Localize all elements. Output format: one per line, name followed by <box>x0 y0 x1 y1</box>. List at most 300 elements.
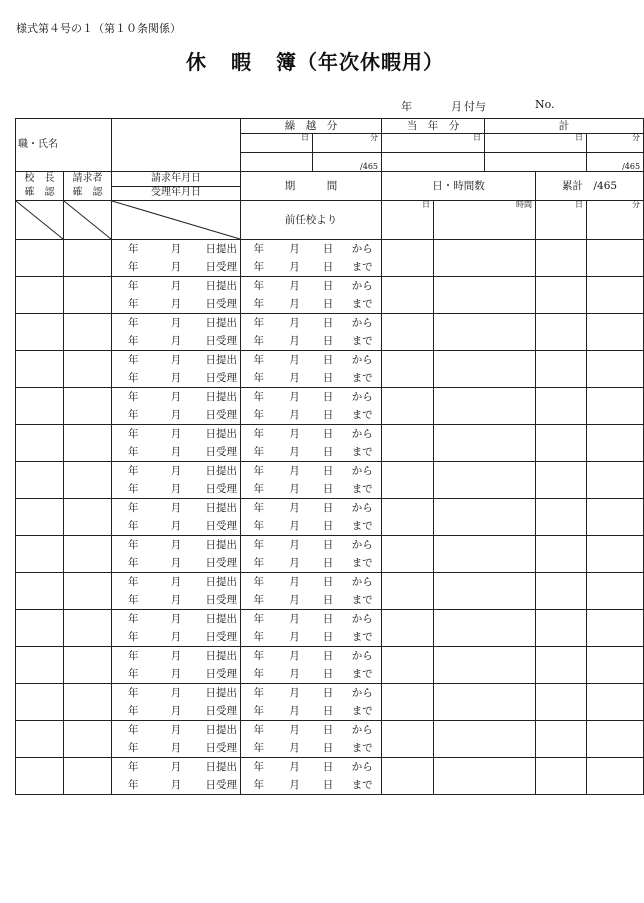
from-label: から <box>344 388 382 407</box>
from-year: 年 <box>241 462 277 481</box>
submitted-label: 日提出 <box>198 721 241 740</box>
date-slash-cell <box>112 201 241 240</box>
until-label: まで <box>344 554 382 573</box>
days-hours-label: 日・時間数 <box>382 172 536 201</box>
receipt-month: 月 <box>155 591 198 610</box>
cumulative-minutes-cell[interactable] <box>587 573 644 610</box>
cumulative-minutes-cell[interactable] <box>587 314 644 351</box>
days-cell[interactable] <box>382 425 434 462</box>
entry-row <box>16 647 644 666</box>
submitted-label: 日提出 <box>198 277 241 296</box>
receipt-month: 月 <box>155 517 198 536</box>
until-month: 月 <box>277 591 313 610</box>
diagonal-line <box>112 201 240 239</box>
until-month: 月 <box>277 665 313 684</box>
principal-confirm-cell[interactable] <box>16 314 64 351</box>
days-cell[interactable] <box>382 277 434 314</box>
days-cell[interactable] <box>382 573 434 610</box>
receipt-month: 月 <box>155 332 198 351</box>
until-year: 年 <box>241 665 277 684</box>
title-char: 暇 <box>231 50 252 74</box>
principal-confirm-cell[interactable] <box>16 758 64 795</box>
hours-cell[interactable] <box>434 240 536 277</box>
until-month: 月 <box>277 332 313 351</box>
cumulative-minutes-cell[interactable] <box>587 536 644 573</box>
entry-row <box>16 758 644 777</box>
submit-month: 月 <box>155 462 198 481</box>
until-month: 月 <box>277 554 313 573</box>
submit-month: 月 <box>155 314 198 333</box>
cumulative-minutes-cell[interactable] <box>587 240 644 277</box>
requester-confirm-cell[interactable] <box>64 684 112 721</box>
received-label: 日受理 <box>198 332 241 351</box>
submit-year: 年 <box>112 240 155 259</box>
hours-cell[interactable] <box>434 647 536 684</box>
from-day: 日 <box>313 684 344 703</box>
hours-cell[interactable] <box>434 351 536 388</box>
receipt-year: 年 <box>112 406 155 425</box>
from-day: 日 <box>313 758 344 777</box>
days-cell[interactable] <box>382 388 434 425</box>
cumulative-minutes-cell[interactable] <box>587 277 644 314</box>
receipt-month: 月 <box>155 665 198 684</box>
from-year: 年 <box>241 425 277 444</box>
received-label: 日受理 <box>198 776 241 795</box>
until-day: 日 <box>313 776 344 795</box>
name-label: 職・氏名 <box>16 119 112 172</box>
from-label: から <box>344 684 382 703</box>
submit-month: 月 <box>155 684 198 703</box>
from-year: 年 <box>241 647 277 666</box>
from-day: 日 <box>313 462 344 481</box>
cumulative-minutes-cell[interactable] <box>587 388 644 425</box>
from-day: 日 <box>313 573 344 592</box>
until-year: 年 <box>241 406 277 425</box>
hours-cell[interactable] <box>434 462 536 499</box>
submitted-label: 日提出 <box>198 425 241 444</box>
from-day: 日 <box>313 314 344 333</box>
received-label: 日受理 <box>198 517 241 536</box>
submit-year: 年 <box>112 499 155 518</box>
from-month: 月 <box>277 573 313 592</box>
days-cell[interactable] <box>382 351 434 388</box>
until-day: 日 <box>313 554 344 573</box>
receipt-month: 月 <box>155 369 198 388</box>
cumulative-days-cell[interactable] <box>536 277 587 314</box>
receipt-month: 月 <box>155 702 198 721</box>
cumulative-minutes-cell[interactable] <box>587 684 644 721</box>
receipt-month: 月 <box>155 776 198 795</box>
cumulative-minutes-cell[interactable] <box>587 351 644 388</box>
cumulative-minutes-cell[interactable] <box>587 610 644 647</box>
from-label: から <box>344 351 382 370</box>
receipt-month: 月 <box>155 443 198 462</box>
cumulative-days-cell[interactable] <box>536 462 587 499</box>
hours-cell[interactable] <box>434 314 536 351</box>
from-day: 日 <box>313 240 344 259</box>
receipt-month: 月 <box>155 258 198 277</box>
until-label: まで <box>344 665 382 684</box>
submit-year: 年 <box>112 610 155 629</box>
from-day: 日 <box>313 425 344 444</box>
hours-cell[interactable] <box>434 277 536 314</box>
from-month: 月 <box>277 388 313 407</box>
until-label: まで <box>344 443 382 462</box>
received-label: 日受理 <box>198 369 241 388</box>
received-label: 日受理 <box>198 554 241 573</box>
submit-month: 月 <box>155 240 198 259</box>
current-year-days-value[interactable] <box>382 153 485 172</box>
cumulative-minutes-cell[interactable] <box>587 499 644 536</box>
cumulative-days-cell[interactable] <box>536 314 587 351</box>
submit-year: 年 <box>112 758 155 777</box>
received-label: 日受理 <box>198 295 241 314</box>
cumulative-days-cell[interactable] <box>536 610 587 647</box>
until-day: 日 <box>313 591 344 610</box>
request-date-label: 請求年月日 <box>112 172 241 187</box>
days-cell[interactable] <box>382 499 434 536</box>
cumulative-days-cell[interactable] <box>536 721 587 758</box>
principal-confirm-cell[interactable] <box>16 610 64 647</box>
received-label: 日受理 <box>198 258 241 277</box>
until-day: 日 <box>313 258 344 277</box>
submitted-label: 日提出 <box>198 462 241 481</box>
from-label: から <box>344 240 382 259</box>
from-label: から <box>344 573 382 592</box>
submit-year: 年 <box>112 684 155 703</box>
requester-confirm-cell[interactable] <box>64 425 112 462</box>
submitted-label: 日提出 <box>198 758 241 777</box>
until-year: 年 <box>241 739 277 758</box>
submit-month: 月 <box>155 758 198 777</box>
until-month: 月 <box>277 702 313 721</box>
cumulative-days-cell[interactable] <box>536 684 587 721</box>
until-year: 年 <box>241 369 277 388</box>
from-label: から <box>344 425 382 444</box>
requester-confirm-cell[interactable] <box>64 573 112 610</box>
until-year: 年 <box>241 702 277 721</box>
submit-month: 月 <box>155 573 198 592</box>
until-month: 月 <box>277 443 313 462</box>
hours-cell[interactable] <box>434 684 536 721</box>
cumulative-minutes-cell[interactable] <box>587 721 644 758</box>
entry-row <box>16 240 644 259</box>
from-year: 年 <box>241 277 277 296</box>
submit-year: 年 <box>112 314 155 333</box>
until-year: 年 <box>241 480 277 499</box>
receipt-month: 月 <box>155 480 198 499</box>
leave-register-table <box>15 118 644 795</box>
total-days: 日 <box>485 134 587 153</box>
submit-month: 月 <box>155 499 198 518</box>
hours-cell[interactable] <box>434 425 536 462</box>
days-cell[interactable] <box>382 314 434 351</box>
received-label: 日受理 <box>198 628 241 647</box>
cumulative-minutes-cell[interactable] <box>587 425 644 462</box>
carryover-minutes: 分 <box>313 134 382 153</box>
until-month: 月 <box>277 517 313 536</box>
requester-confirm-cell[interactable] <box>64 388 112 425</box>
submit-year: 年 <box>112 388 155 407</box>
receipt-month: 月 <box>155 628 198 647</box>
prev-hours-unit: 時間 <box>434 201 536 240</box>
requester-confirm-cell[interactable] <box>64 462 112 499</box>
principal-confirm-cell[interactable] <box>16 240 64 277</box>
entry-row <box>16 499 644 518</box>
submit-year: 年 <box>112 573 155 592</box>
submitted-label: 日提出 <box>198 536 241 555</box>
principal-confirm-cell[interactable] <box>16 499 64 536</box>
principal-confirm-cell[interactable] <box>16 388 64 425</box>
from-month: 月 <box>277 499 313 518</box>
until-month: 月 <box>277 480 313 499</box>
hours-cell[interactable] <box>434 499 536 536</box>
requester-confirm-cell[interactable] <box>64 721 112 758</box>
prev-days-unit: 日 <box>382 201 434 240</box>
days-cell[interactable] <box>382 684 434 721</box>
submit-year: 年 <box>112 536 155 555</box>
entry-row <box>16 721 644 740</box>
until-label: まで <box>344 406 382 425</box>
submitted-label: 日提出 <box>198 684 241 703</box>
cumulative-days-cell[interactable] <box>536 758 587 795</box>
until-month: 月 <box>277 295 313 314</box>
until-year: 年 <box>241 332 277 351</box>
entry-row <box>16 536 644 555</box>
requester-confirm-cell[interactable] <box>64 610 112 647</box>
cumulative-days-cell[interactable] <box>536 573 587 610</box>
from-month: 月 <box>277 721 313 740</box>
from-label: から <box>344 499 382 518</box>
from-month: 月 <box>277 536 313 555</box>
cumulative-minutes-cell[interactable] <box>587 462 644 499</box>
from-day: 日 <box>313 499 344 518</box>
until-day: 日 <box>313 517 344 536</box>
carryover-label: 繰 越 分 <box>241 119 382 134</box>
from-year: 年 <box>241 573 277 592</box>
until-year: 年 <box>241 591 277 610</box>
title-char: 簿 <box>276 50 297 74</box>
requester-confirm-label: 請求者 確 認 <box>64 172 112 201</box>
until-day: 日 <box>313 332 344 351</box>
total-days-value[interactable] <box>485 153 587 172</box>
until-label: まで <box>344 517 382 536</box>
submit-year: 年 <box>112 462 155 481</box>
from-day: 日 <box>313 721 344 740</box>
until-label: まで <box>344 628 382 647</box>
from-year: 年 <box>241 351 277 370</box>
from-year: 年 <box>241 240 277 259</box>
cumulative-minutes-cell[interactable] <box>587 758 644 795</box>
receipt-year: 年 <box>112 702 155 721</box>
until-year: 年 <box>241 517 277 536</box>
submit-year: 年 <box>112 351 155 370</box>
submit-month: 月 <box>155 610 198 629</box>
until-year: 年 <box>241 443 277 462</box>
submit-year: 年 <box>112 647 155 666</box>
requester-confirm-cell[interactable] <box>64 758 112 795</box>
principal-confirm-cell[interactable] <box>16 462 64 499</box>
submitted-label: 日提出 <box>198 647 241 666</box>
cumulative-days-cell[interactable] <box>536 536 587 573</box>
principal-confirm-cell[interactable] <box>16 573 64 610</box>
from-month: 月 <box>277 351 313 370</box>
from-year: 年 <box>241 758 277 777</box>
from-label: から <box>344 721 382 740</box>
receipt-month: 月 <box>155 406 198 425</box>
submit-month: 月 <box>155 351 198 370</box>
from-day: 日 <box>313 647 344 666</box>
from-year: 年 <box>241 314 277 333</box>
until-label: まで <box>344 739 382 758</box>
submitted-label: 日提出 <box>198 351 241 370</box>
until-label: まで <box>344 295 382 314</box>
until-day: 日 <box>313 443 344 462</box>
days-cell[interactable] <box>382 536 434 573</box>
prev-cum-days-unit: 日 <box>536 201 587 240</box>
received-label: 日受理 <box>198 406 241 425</box>
cumulative-days-cell[interactable] <box>536 425 587 462</box>
principal-slash-cell <box>16 201 64 240</box>
submit-year: 年 <box>112 277 155 296</box>
submit-month: 月 <box>155 277 198 296</box>
principal-confirm-cell[interactable] <box>16 425 64 462</box>
from-month: 月 <box>277 647 313 666</box>
entry-row <box>16 684 644 703</box>
received-label: 日受理 <box>198 443 241 462</box>
until-day: 日 <box>313 295 344 314</box>
receipt-month: 月 <box>155 295 198 314</box>
from-month: 月 <box>277 610 313 629</box>
receipt-year: 年 <box>112 628 155 647</box>
until-label: まで <box>344 332 382 351</box>
grant-label: 付与 <box>464 100 486 113</box>
from-month: 月 <box>277 240 313 259</box>
from-month: 月 <box>277 684 313 703</box>
entry-row <box>16 388 644 407</box>
until-day: 日 <box>313 739 344 758</box>
until-day: 日 <box>313 628 344 647</box>
from-label: から <box>344 277 382 296</box>
submit-month: 月 <box>155 388 198 407</box>
from-day: 日 <box>313 388 344 407</box>
until-month: 月 <box>277 776 313 795</box>
until-day: 日 <box>313 406 344 425</box>
total-minutes: 分 <box>587 134 644 153</box>
from-year: 年 <box>241 499 277 518</box>
receipt-year: 年 <box>112 480 155 499</box>
receipt-date-label: 受理年月日 <box>112 186 241 201</box>
days-cell[interactable] <box>382 758 434 795</box>
submitted-label: 日提出 <box>198 240 241 259</box>
until-month: 月 <box>277 628 313 647</box>
until-year: 年 <box>241 554 277 573</box>
until-label: まで <box>344 591 382 610</box>
cumulative-minutes-cell[interactable] <box>587 647 644 684</box>
cumulative-days-cell[interactable] <box>536 388 587 425</box>
until-label: まで <box>344 258 382 277</box>
requester-confirm-cell[interactable] <box>64 240 112 277</box>
submitted-label: 日提出 <box>198 388 241 407</box>
requester-confirm-cell[interactable] <box>64 351 112 388</box>
submitted-label: 日提出 <box>198 499 241 518</box>
from-month: 月 <box>277 277 313 296</box>
submit-month: 月 <box>155 425 198 444</box>
days-cell[interactable] <box>382 240 434 277</box>
requester-confirm-cell[interactable] <box>64 536 112 573</box>
cumulative-days-cell[interactable] <box>536 499 587 536</box>
principal-confirm-cell[interactable] <box>16 684 64 721</box>
principal-confirm-cell[interactable] <box>16 351 64 388</box>
receipt-year: 年 <box>112 517 155 536</box>
hours-cell[interactable] <box>434 721 536 758</box>
entry-row <box>16 462 644 481</box>
requester-confirm-cell[interactable] <box>64 499 112 536</box>
hours-cell[interactable] <box>434 758 536 795</box>
hours-cell[interactable] <box>434 388 536 425</box>
from-month: 月 <box>277 462 313 481</box>
principal-confirm-cell[interactable] <box>16 647 64 684</box>
hours-cell[interactable] <box>434 536 536 573</box>
requester-confirm-cell[interactable] <box>64 277 112 314</box>
hours-cell[interactable] <box>434 610 536 647</box>
requester-slash-cell <box>64 201 112 240</box>
received-label: 日受理 <box>198 591 241 610</box>
until-day: 日 <box>313 480 344 499</box>
principal-confirm-cell[interactable] <box>16 721 64 758</box>
carryover-days-value[interactable] <box>241 153 313 172</box>
days-cell[interactable] <box>382 721 434 758</box>
diagonal-line <box>64 201 111 239</box>
receipt-year: 年 <box>112 554 155 573</box>
from-day: 日 <box>313 277 344 296</box>
submitted-label: 日提出 <box>198 610 241 629</box>
submit-year: 年 <box>112 721 155 740</box>
receipt-year: 年 <box>112 776 155 795</box>
hours-cell[interactable] <box>434 573 536 610</box>
cumulative-days-cell[interactable] <box>536 647 587 684</box>
until-year: 年 <box>241 776 277 795</box>
current-year-label: 当 年 分 <box>382 119 485 134</box>
form-number: 様式第４号の１（第１０条関係） <box>16 22 181 35</box>
name-field[interactable] <box>112 119 241 172</box>
from-month: 月 <box>277 425 313 444</box>
principal-confirm-cell[interactable] <box>16 536 64 573</box>
diagonal-line <box>16 201 63 239</box>
cumulative-label: 累計 /465 <box>536 172 644 201</box>
cumulative-days-cell[interactable] <box>536 240 587 277</box>
until-day: 日 <box>313 665 344 684</box>
principal-confirm-cell[interactable] <box>16 277 64 314</box>
receipt-month: 月 <box>155 554 198 573</box>
from-year: 年 <box>241 684 277 703</box>
days-cell[interactable] <box>382 462 434 499</box>
from-label: から <box>344 610 382 629</box>
until-month: 月 <box>277 739 313 758</box>
entry-row <box>16 610 644 629</box>
requester-confirm-cell[interactable] <box>64 647 112 684</box>
days-cell[interactable] <box>382 610 434 647</box>
until-label: まで <box>344 702 382 721</box>
requester-confirm-cell[interactable] <box>64 314 112 351</box>
days-cell[interactable] <box>382 647 434 684</box>
from-year: 年 <box>241 721 277 740</box>
received-label: 日受理 <box>198 739 241 758</box>
from-month: 月 <box>277 314 313 333</box>
page-title <box>0 46 630 75</box>
cumulative-days-cell[interactable] <box>536 351 587 388</box>
received-label: 日受理 <box>198 665 241 684</box>
